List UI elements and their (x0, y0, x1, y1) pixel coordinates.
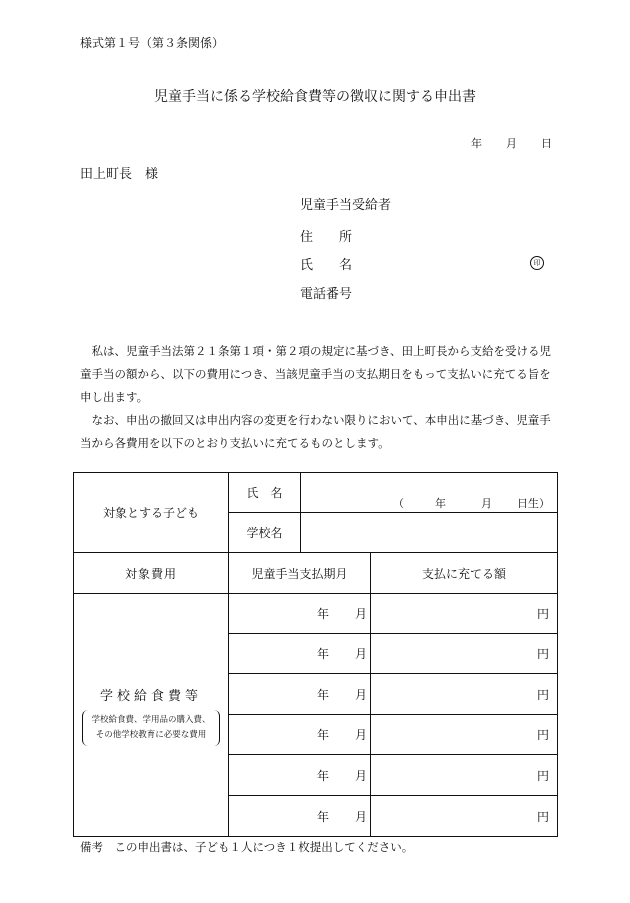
period-month: 月 (355, 647, 368, 661)
amount-cell-3[interactable] (371, 674, 558, 715)
period-year: 年 (317, 607, 330, 621)
seal-icon: 印 (530, 256, 544, 270)
amount-cell-6[interactable] (371, 796, 558, 837)
period-cell-6[interactable] (229, 796, 371, 837)
cost-detail-line-1: 学校給食費、学用品の購入費、 (91, 714, 211, 725)
period-year: 年 (317, 809, 330, 824)
period-cell-2[interactable] (229, 634, 371, 674)
birth-open: （ (393, 497, 404, 510)
target-child-label: 対象とする子ども (74, 473, 229, 553)
birth-year-label: 年 (435, 497, 446, 510)
amount-cell-5[interactable] (371, 755, 558, 796)
period-month: 月 (355, 607, 368, 621)
amount-cell-2[interactable] (371, 634, 558, 674)
date-month-label: 月 (506, 137, 517, 150)
header-cost: 対象費用 (74, 553, 229, 594)
school-name-label: 学校名 (229, 513, 301, 553)
remark: 備考 この申出書は、子ども１人につき１枚提出してください。 (80, 840, 414, 854)
birth-day-label: 日生） (517, 497, 550, 510)
yen-label: 円 (536, 687, 549, 702)
period-month: 月 (355, 687, 368, 702)
header-period: 児童手当支払期月 (229, 553, 371, 594)
period-year: 年 (317, 768, 330, 783)
amount-cell-4[interactable] (371, 715, 558, 755)
yen-label: 円 (536, 647, 549, 661)
yen-label: 円 (536, 809, 549, 824)
phone-label: 電話番号 (300, 287, 353, 302)
period-month: 月 (355, 768, 368, 783)
cost-name: 学校給食費等 (99, 688, 202, 704)
declaration-paragraph: 私は、児童手当法第２１条第１項・第２項の規定に基づき、田上町長から支給を受ける児童手当の額から、以下の費用につき、当該児童手当の支払期日をもって支払いに充てる旨を申し出ます。 (80, 344, 552, 404)
period-cell-5[interactable] (229, 755, 371, 796)
period-year: 年 (317, 687, 330, 702)
period-cell-4[interactable] (229, 715, 371, 755)
period-year: 年 (317, 647, 330, 661)
yen-label: 円 (536, 728, 549, 742)
withdrawal-paragraph: なお、申出の撤回又は申出内容の変更を行わない限りにおいて、本申出に基づき、児童手当から各費用を以下のとおり支払いに充てるものとします。 (80, 413, 551, 450)
period-month: 月 (355, 728, 368, 742)
application-table (73, 472, 558, 837)
yen-label: 円 (536, 768, 549, 783)
date-day-label: 日 (541, 137, 552, 150)
header-amount: 支払に充てる額 (371, 553, 558, 594)
addressee: 田上町長 様 (80, 167, 159, 182)
child-name-label: 氏 名 (229, 473, 301, 513)
date-year-label: 年 (471, 137, 482, 150)
cost-detail-box (82, 710, 219, 746)
period-year: 年 (317, 728, 330, 742)
address-label: 住 所 (300, 230, 353, 245)
amount-cell-1[interactable] (371, 594, 558, 634)
name-label: 氏 名 (300, 258, 353, 273)
form-number: 様式第１号（第３条関係） (80, 36, 225, 50)
cost-detail-line-2: その他学校教育に必要な費用 (95, 729, 207, 740)
recipient-label: 児童手当受給者 (300, 198, 392, 213)
document-title: 児童手当に係る学校給食費等の徴収に関する申出書 (154, 89, 476, 105)
period-month: 月 (355, 809, 368, 824)
period-cell-1[interactable] (229, 594, 371, 634)
yen-label: 円 (536, 607, 549, 621)
school-name-field[interactable] (301, 513, 558, 553)
birth-month-label: 月 (481, 497, 492, 510)
cost-cell (74, 594, 229, 837)
period-cell-3[interactable] (229, 674, 371, 715)
child-name-field[interactable] (301, 473, 558, 513)
